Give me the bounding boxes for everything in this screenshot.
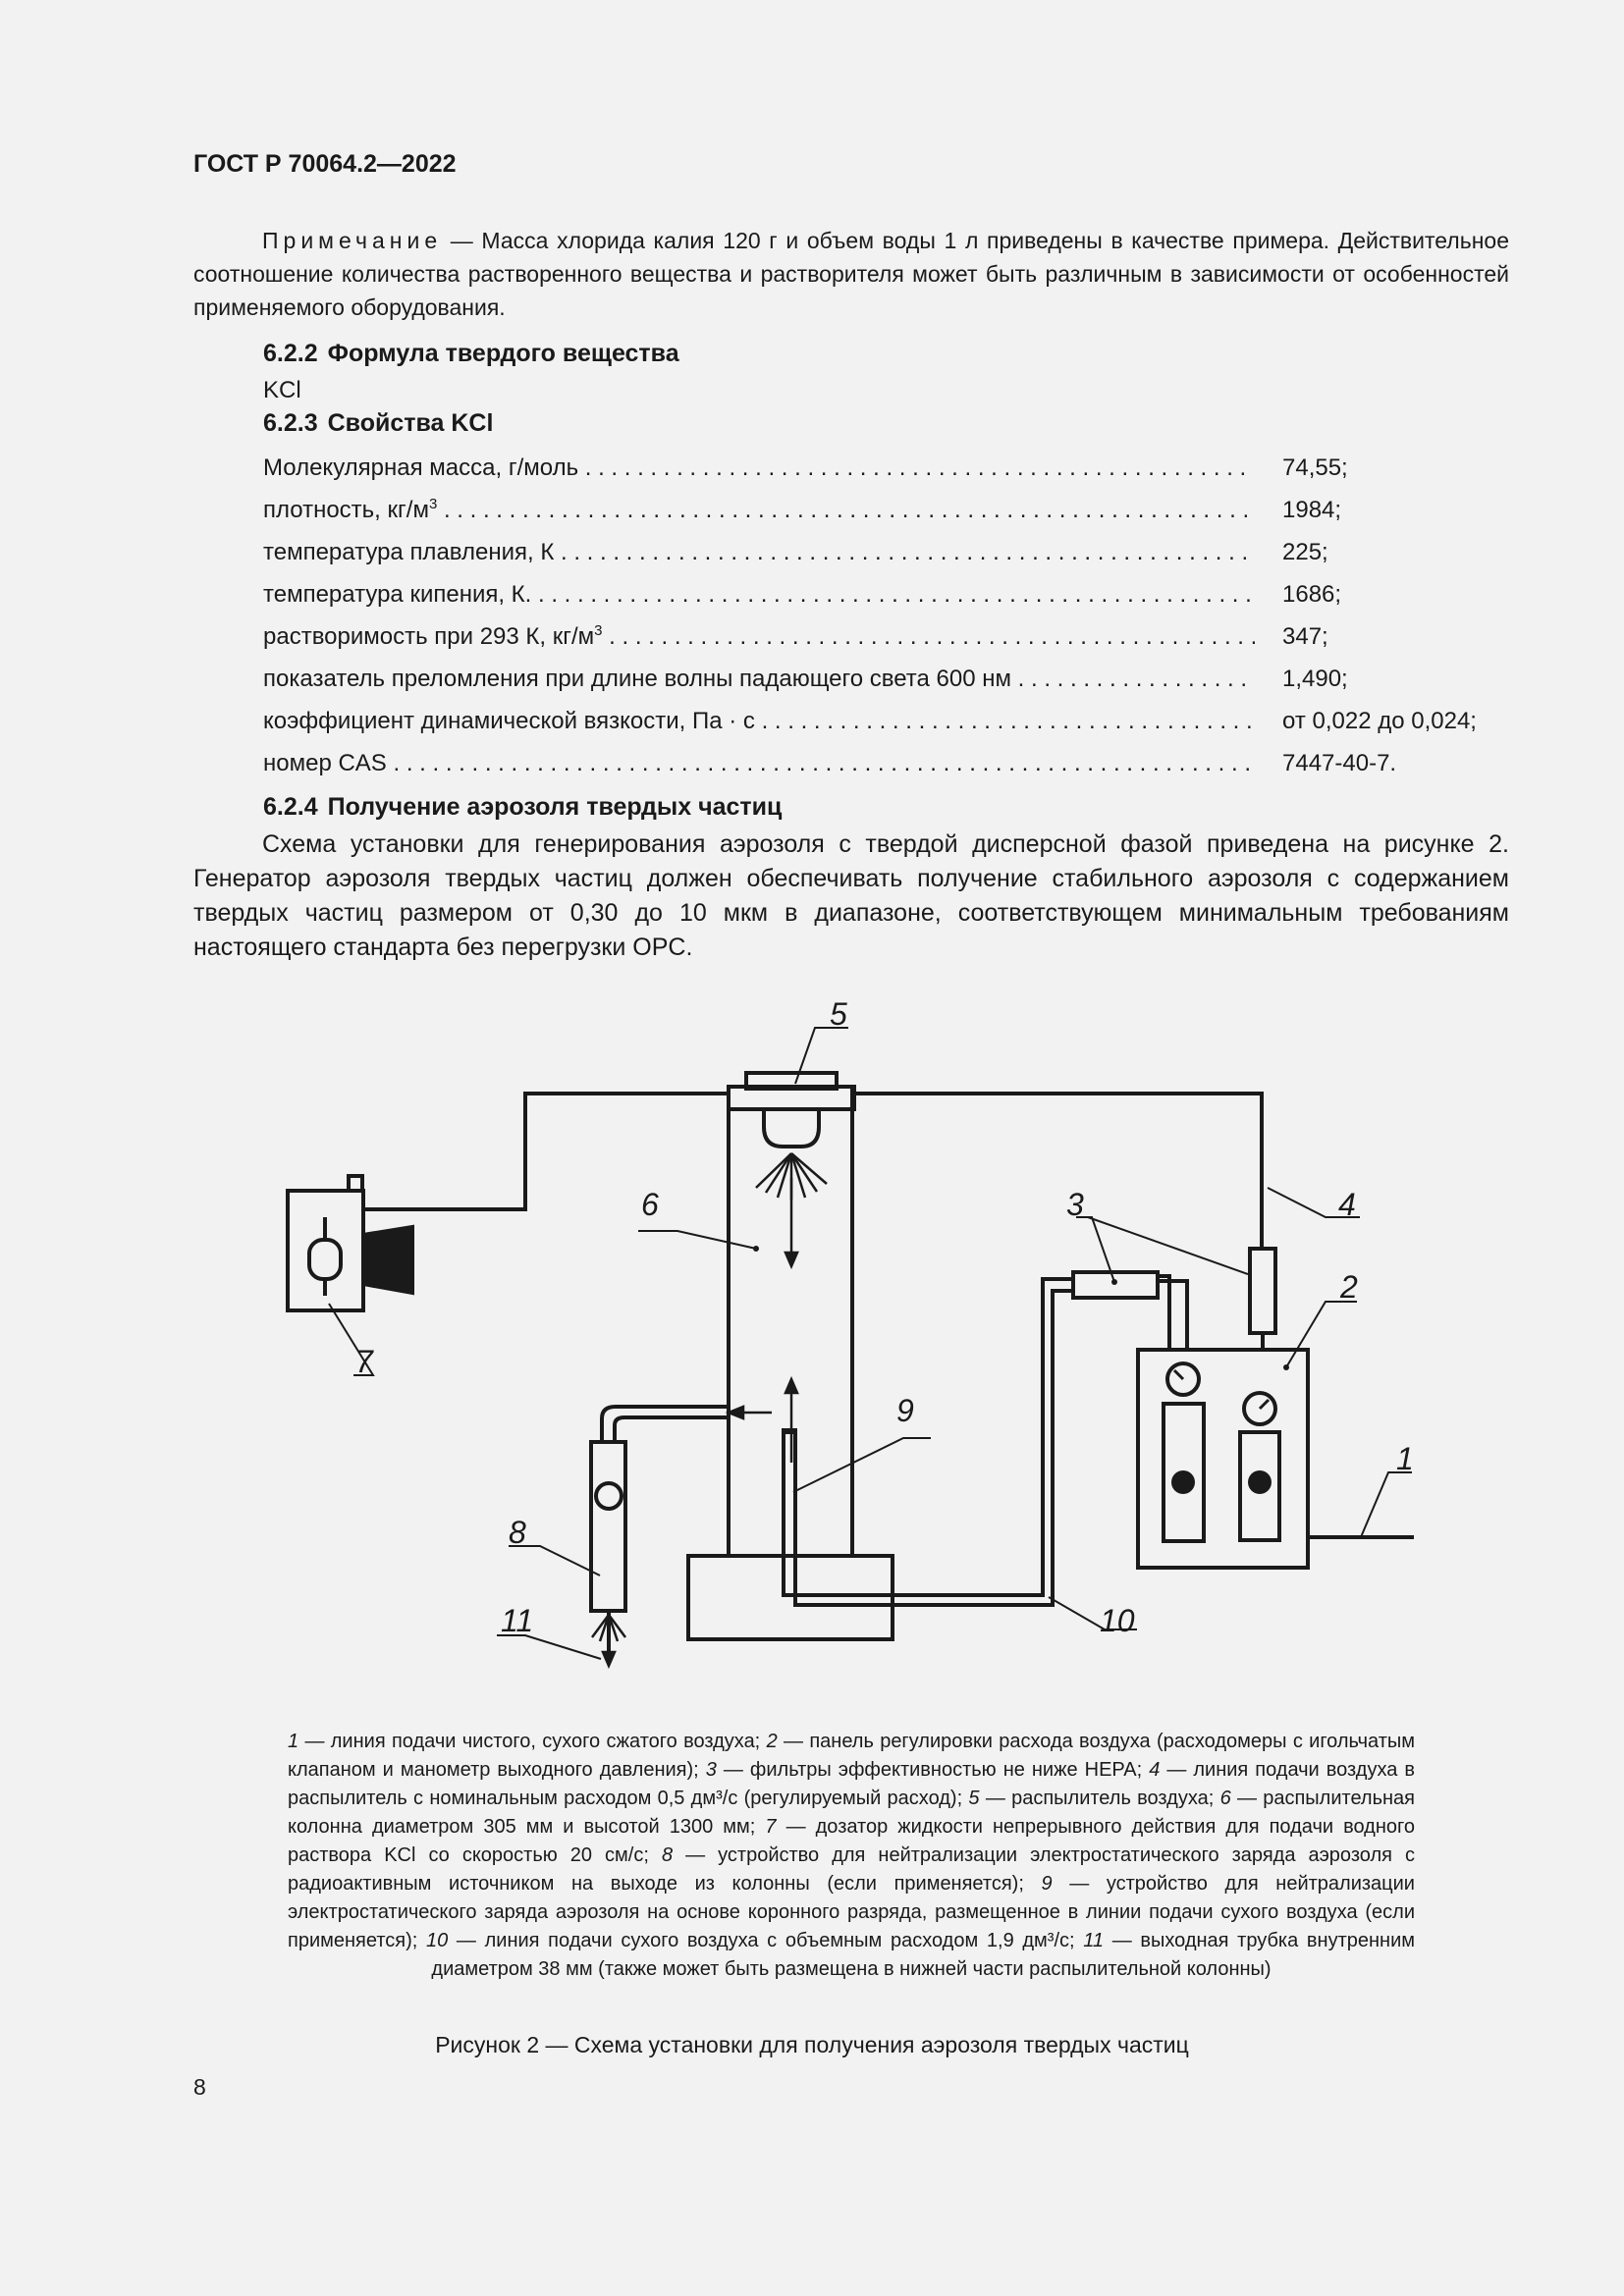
- property-value: от 0,022 до 0,024;: [1282, 708, 1477, 734]
- figure-label-9: 9: [896, 1393, 914, 1428]
- column-base: [688, 1556, 893, 1639]
- section-title: Свойства KCl: [327, 409, 494, 437]
- section-number: 6.2.2: [263, 340, 318, 367]
- dispenser-feed-line: [363, 1094, 729, 1209]
- section-number: 6.2.3: [263, 409, 318, 437]
- leader-lines: [329, 1028, 1412, 1659]
- note-label: Примечание: [262, 228, 443, 253]
- figure-label-8: 8: [509, 1515, 526, 1550]
- figure-label-3: 3: [1066, 1187, 1084, 1222]
- note-text: — Масса хлорида калия 120 г и объем воды 1 л приведены в качестве примера. Действительное соотношение количества растворенного вещества и растворителя может быть различным в зависимости от особенностей применяемого оборудования.: [193, 228, 1509, 320]
- formula: KCl: [263, 377, 301, 403]
- page-number: 8: [193, 2074, 206, 2100]
- property-label: номер CAS . . .: [263, 744, 1255, 783]
- figure-legend: 1 — линия подачи чистого, сухого сжатого воздуха; 2 — панель регулировки расхода воздуха (расходомеры с игольчатым клапаном и манометр выходного давления); 3 — фильтры эффективностью не ниже HEPA; 4 — линия подачи воздуха в распылитель с номинальным расходом 0,5 дм³/с (регулируемый расход); 5 — распылитель воздуха; 6 — распылительная колонна диаметром 305 мм и высотой 1300 мм; 7 — дозатор жидкости непрерывного действия для подачи водного раствора KCl со скоростью 20 см/с; 8 — устройство для нейтрализации электростатического заряда аэрозоля с радиоактивным источником на выходе из колонны (если применяется); 9 — устройство для нейтрализации электростатического заряда аэрозоля на основе коронного разряда, размещенное в линии подачи сухого воздуха (если применяется); 10 — линия подачи сухого воздуха с объемным расходом 1,9 дм³/с; 11 — выходная трубка внутренним диаметром 38 мм (также может быть размещена в нижней части распылительной колонны): [288, 1731, 1415, 1980]
- property-label: температура плавления, К . . .: [263, 533, 1255, 572]
- property-value: 74,55;: [1282, 454, 1348, 481]
- figure-label-10: 10: [1100, 1603, 1135, 1638]
- document-header: ГОСТ Р 70064.2—2022: [193, 150, 457, 178]
- filter-3: [1073, 1272, 1158, 1298]
- property-label: показатель преломления при длине волны падающего света 600 нм . . .: [263, 660, 1255, 699]
- filter-line-4: [1250, 1249, 1275, 1333]
- section-title: Формула твердого вещества: [327, 340, 679, 367]
- property-value: 347;: [1282, 623, 1328, 650]
- property-value: 225;: [1282, 539, 1328, 565]
- atomizer-nozzle: [764, 1109, 819, 1147]
- figure-label-2: 2: [1340, 1269, 1358, 1305]
- property-label: растворимость при 293 К, $кг/м^3$ . . .: [263, 617, 1255, 657]
- property-value: 1984;: [1282, 497, 1342, 523]
- figure-label-4: 4: [1338, 1187, 1356, 1222]
- figure-label-7: 7: [355, 1344, 373, 1379]
- neutralizer-8: [591, 1442, 625, 1611]
- figure-label-6: 6: [641, 1187, 659, 1222]
- figure-caption: Рисунок 2 — Схема установки для получения аэрозоля твердых частиц: [435, 2032, 1189, 2057]
- property-value: 1,490;: [1282, 666, 1348, 692]
- property-label: плотность, $кг/м^3$ . . .: [263, 491, 1255, 530]
- air-supply-line-4: [854, 1094, 1262, 1249]
- figure-label-1: 1: [1396, 1441, 1414, 1476]
- flow-arrows: [603, 1178, 797, 1666]
- property-label: температура кипения, К. . . .: [263, 575, 1255, 614]
- figure-label-11: 11: [501, 1603, 534, 1638]
- property-value: 1686;: [1282, 581, 1342, 608]
- section-title: Получение аэрозоля твердых частиц: [327, 793, 783, 821]
- property-label: Молекулярная масса, г/моль . . .: [263, 449, 1255, 488]
- figure-label-5: 5: [830, 996, 847, 1032]
- property-label: коэффициент динамической вязкости, Па · с . . .: [263, 702, 1255, 741]
- section-number: 6.2.4: [263, 793, 318, 821]
- property-value: 7447-40-7.: [1282, 750, 1397, 776]
- section-6-2-4-paragraph: Схема установки для генерирования аэрозоля с твердой дисперсной фазой приведена на рисунке 2. Генератор аэрозоля твердых частиц должен обеспечивать получение стабильного аэрозоля с содержанием твердых частиц размером от 0,30 до 10 мкм в диапазоне, соответствующем минимальным требованиям настоящего стандарта без перегрузки OPC.: [193, 830, 1509, 961]
